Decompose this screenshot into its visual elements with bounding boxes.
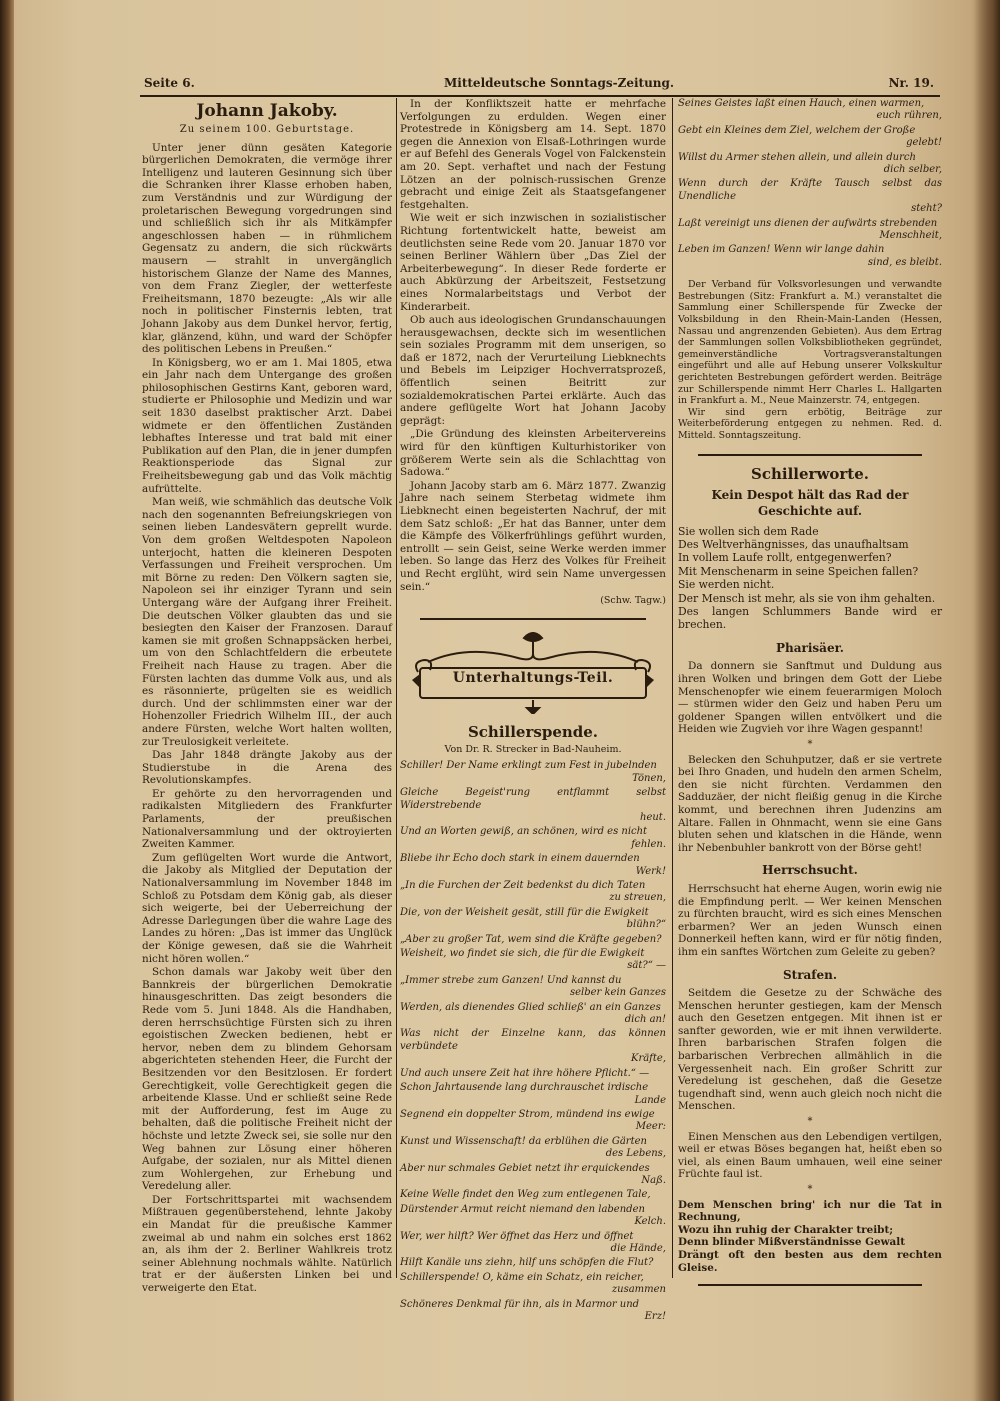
newspaper-title: Mitteldeutsche Sonntags-Zeitung. bbox=[444, 76, 675, 90]
poem-line: gelebt! bbox=[906, 137, 942, 149]
paragraph: Ob auch aus ideologischen Grundanschauungen herausgewachsen, deckte sich im wesentlichen sein soziales Programm mit dem unserigen, so daß er 1872, nach der Verurteilung Liebknechts und Bebels im Leipziger Hochverratsprozeß, öffentlich seinen Beitritt zur sozialdemokratischen Partei erklärte. Auch das andere geflügelte Wort hat Johann Jacoby geprägt: bbox=[400, 314, 666, 427]
poem-line: Kelch. bbox=[634, 1216, 666, 1228]
verse-line: Des langen Schlummers Bande wird er brechen. bbox=[678, 605, 942, 632]
column-1 bbox=[142, 98, 392, 1296]
verse-line: Drängt oft den besten aus dem rechten Gleise. bbox=[678, 1248, 942, 1274]
poem-line: fehlen. bbox=[631, 838, 666, 850]
poem-line: Erz! bbox=[644, 1311, 666, 1322]
notice-paragraph: Wir sind gern erbötig, Beiträge zur Weiterbeförderung entgegen zu nehmen. Red. d. Mitteld. Sonntagszeitung. bbox=[678, 406, 942, 441]
article-subtitle: Zu seinem 100. Geburtstage. bbox=[179, 124, 355, 135]
poem-line: Wer, wer hilft? Wer öffnet das Herz und öffnet bbox=[400, 1230, 634, 1242]
verse-line: Denn blinder Mißverständnisse Gewalt bbox=[678, 1236, 906, 1249]
poem-line: Schöneres Denkmal für ihn, als in Marmor und bbox=[400, 1298, 640, 1310]
poem-line: Willst du Armer stehen allein, und allein durch bbox=[678, 151, 916, 163]
paragraph: Schon damals war Jakoby weit über den Bannkreis der bürgerlichen Demokratie hinausgeschritten. Das zeigt besonders die Rede vom 5. Juni 1848. Als die Handhaben, deren herrschsüchtige Fürsten sich zu ihren egoistischen Zwecken bedienen, hebt er hervor, neben dem zu blindem Gehorsam abgerichteten stehenden Heer, die Furcht der Besitzenden vor den Besitzlosen. Er fordert Gerechtigkeit, volle Gerechtigkeit gegen die arbeitende Klasse. Und er schließt seine Rede mit der Aufforderung, fest im Auge zu behalten, daß die politische Freiheit nicht der höchste und letzte Zweck sei, sie solle nur den Weg bahnen zur Lösung einer höheren Aufgabe, der sozialen, nur als Mittel dienen zum Wohlergehen, zur Erhebung und Veredelung aller. bbox=[142, 966, 392, 1193]
article-title: Johann Jakoby. bbox=[196, 101, 338, 121]
poem-line: Werden, als dienendes Glied schließ' an ein Ganzes bbox=[400, 1001, 661, 1013]
section-title: Schillerworte. bbox=[751, 464, 869, 483]
poem-line: sät?“ — bbox=[627, 960, 666, 972]
poem-line: Leben im Ganzen! Wenn wir lange dahin bbox=[678, 244, 885, 256]
column-2 bbox=[400, 98, 666, 1325]
paragraph: Einen Menschen aus den Lebendigen vertilgen, weil er etwas Böses begangen hat, heißt eben so viel, als einen Baum umhauen, weil eine seiner Früchte faul ist. bbox=[678, 1130, 942, 1181]
book-spine bbox=[0, 0, 14, 1401]
poem-byline: Von Dr. R. Strecker in Bad-Nauheim. bbox=[444, 743, 622, 755]
paragraph: Belecken den Schuhputzer, daß er sie vertrete bei Ihro Gnaden, und hudeln den armen Schelm, den sie nicht fürchten. Verdammen den Sadduzäer, der nicht fleißig genug in die Kirche kommt, und berechnen ihren Judenzins am Altare. Fallen in Ohnmacht, wenn sie eine Gans bluten sehen und klatschen in die Hände, wenn ihr Nebenbuhler bankrott von der Börse geht! bbox=[678, 753, 942, 854]
paragraph: Da donnern sie Sanftmut und Duldung aus ihren Wolken und bringen dem Gott der Liebe Menschenopfer wie einem feuerarmigen Moloch — stürmen wider den Geiz und haben Peru um goldener Spangen willen entvölkert und die Heiden wie Zugvieh vor ihre Wagen gespannt! bbox=[678, 660, 942, 736]
paragraph: In der Konfliktszeit hatte er mehrfache Verfolgungen zu erdulden. Wegen einer Protestrede in Königsberg am 14. Sept. 1870 gegen die Annexion von Elsaß-Lothringen wurde er auf Befehl des Generals Vogel von Falckenstein am 20. Sept. verhaftet und nach der Festung Lötzen an der polnisch-russischen Grenze gebracht und einige Zeit als Staatsgefangener festgehalten. bbox=[400, 98, 666, 211]
page-number: Seite 6. bbox=[144, 76, 195, 90]
poem-body-continued bbox=[678, 98, 942, 269]
poem-line: euch rühren, bbox=[876, 110, 942, 122]
paragraph: Johann Jacoby starb am 6. März 1877. Zwanzig Jahre nach seinem Sterbetag widmete ihm Liebknecht einen begeisterten Nachruf, der mit dem Satz schloß: „Er hat das Banner, unter dem die Kämpfe des Völkerfrühlings geführt wurden, entrollt — sein Geist, seine Werke werden immer leben. So lange das Herz des Volkes für Freiheit und Recht erglüht, wird sein Name unvergessen sein.“ bbox=[400, 479, 666, 593]
section-divider bbox=[420, 618, 646, 620]
paragraph: Unter jener dünn gesäten Kategorie bürgerlichen Demokraten, die vermöge ihrer Intelligenz und lauteren Gesinnung sich über die Schranken ihrer Klasse erhoben haben, zum Verständnis und zur Würdigung der proletarischen Bewegung vorgedrungen sind und schließlich sich ihr als Mitkämpfer angeschlossen haben — in rühmlichem Gegensatz zu andern, die sich rückwärts mausern — strahlt in unvergänglich historischem Glanze der Name des Mannes, von dem Franz Ziegler, der wetterfeste Freiheitsmann, 1870 bezeugte: „Als wir alle noch in politischer Finsternis lebten, trat Johann Jakoby aus dem Dunkel hervor, fertig, klar, glänzend, kühn, und ward der Schöpfer des politischen Lebens in Preußen.“ bbox=[142, 141, 392, 356]
verse-line: Wozu ihn ruhig der Charakter treibt; bbox=[678, 1223, 894, 1236]
poem-line: steht? bbox=[911, 203, 942, 215]
poem-line: „In die Furchen der Zeit bedenkst du dich Taten bbox=[400, 880, 646, 891]
poem-line: Meer: bbox=[635, 1121, 666, 1133]
verse-line: Dem Menschen bring' ich nur die Tat in Rechnung, bbox=[678, 1198, 942, 1224]
poem-line: zu streuen, bbox=[609, 892, 666, 904]
separator-star: * bbox=[807, 739, 813, 750]
poem-line: sind, es bleibt. bbox=[867, 256, 942, 268]
poem-line: Hilft Kanäle uns ziehn, hilf uns schöpfen die Flut? bbox=[400, 1257, 654, 1269]
poem-line: die Hände, bbox=[610, 1242, 666, 1254]
poem-line: dich an! bbox=[624, 1014, 666, 1026]
paragraph: Man weiß, wie schmählich das deutsche Volk nach den sogenannten Befreiungskriegen von seinen lieben Landesvätern geprellt wurde. Von dem großen Weltdespoten Napoleon unterjocht, hatten die kleineren Despoten Verfassungen und Freiheit versprochen. Um mit Börne zu reden: Den Völkern sagten sie, Napoleon sei ihr einziger Tyrann und sein Untergang wäre der Aufgang ihrer Freiheit. Die deutschen Völker glaubten das und sie besiegten den Kaiser der Franzosen. Darauf kamen sie mit großen Schnappsäcken herbei, um von den Schlachtfeldern die erbeutete Freiheit nach Hause zu tragen. Aber die Fürsten lachten das dumme Volk aus, und als es räsonnierte, prügelten sie es weidlich durch. Und der schlimmsten einer war der Hohenzoller Friedrich Wilhelm III., der auch andere Fürsten, welche Wort halten wollten, zur Treulosigkeit verleitete. bbox=[142, 496, 392, 748]
verse-line: Sie wollen sich dem Rade bbox=[678, 524, 819, 538]
poem-line: Lande bbox=[634, 1094, 666, 1106]
poem-line: Naß. bbox=[641, 1174, 666, 1186]
paragraph: Seitdem die Gesetze zu der Schwäche des Menschen herunter gestiegen, kam der Mensch auch den Gesetzen entgegen. Mit ihnen ist er sanfter geworden, wie er mit ihnen verwilderte. Ihren barbarischen Strafen folgen die barbarischen Verbrechen allmählich in die Vergessenheit nach. Ein großer Schritt zur Veredelung ist geschehen, daß die Gesetze tugendhaft sind, wenn auch gleich noch nicht die Menschen. bbox=[678, 987, 942, 1113]
paragraph: Herrschsucht hat eherne Augen, worin ewig nie die Empfindung perlt. — Wer keinen Menschen zu fürchten braucht, wird es sich eines Menschen erbarmen? Wer an jeden Wunsch einen Donnerkeil heften kann, wird er für nötig finden, ihm ein sanftes Wörtchen zum Geleite zu geben? bbox=[678, 882, 942, 958]
poem-line: Die, von der Weisheit gesät, still für die Ewigkeit bbox=[400, 906, 649, 918]
separator-star: * bbox=[807, 1184, 813, 1195]
poem-line: Was nicht der Einzelne kann, das können verbündete bbox=[400, 1028, 666, 1052]
poem-line: Laßt vereinigt uns dienen der aufwärts strebenden bbox=[678, 217, 938, 229]
poem-line: Kunst und Wissenschaft! da erblühen die Gärten bbox=[400, 1135, 647, 1147]
poem-line: Schiller! Der Name erklingt zum Fest in jubelnden bbox=[400, 760, 657, 772]
page-header bbox=[144, 76, 934, 96]
column-rule bbox=[396, 98, 397, 1278]
separator-star: * bbox=[807, 1116, 813, 1128]
poem-line: Keine Welle findet den Weg zum entlegenen Tale, bbox=[400, 1189, 651, 1201]
paragraph: Zum geflügelten Wort wurde die Antwort, die Jakoby als Mitglied der Deputation der Nationalversammlung im November 1848 im Schloß zu Potsdam dem König gab, als dieser sich weigerte, bei der Ueberreichung der Adresse Darlegungen über die wahre Lage des Landes zu hören: „Das ist immer das Unglück der Könige gewesen, daß sie die Wahrheit nicht hören wollen.“ bbox=[142, 851, 392, 965]
column-3 bbox=[678, 98, 942, 1294]
poem-line: des Lebens, bbox=[605, 1148, 666, 1160]
poem-line: zusammen bbox=[611, 1284, 666, 1296]
article-source: (Schw. Tagw.) bbox=[600, 595, 666, 607]
verse-line: Sie werden nicht. bbox=[678, 578, 775, 592]
poem-line: Weisheit, wo findet sie sich, die für die Ewigkeit bbox=[400, 948, 645, 960]
paragraph: Der Fortschrittspartei mit wachsendem Mißtrauen gegenüberstehend, lehnte Jakoby ein Mandat für die preußische Kammer zweimal ab und nahm ein solches erst 1862 an, als ihm der 2. Berliner Wahlkreis trotz seiner Ablehnung nochmals wählte. Natürlich trat er der äußersten Linken bei und verweigerte den Etat. bbox=[142, 1193, 392, 1295]
verse-line: Der Mensch ist mehr, als sie von ihm gehalten. bbox=[678, 591, 936, 605]
section-divider bbox=[698, 454, 922, 456]
poem-line: Schillerspende! O, käme ein Schatz, ein reicher, bbox=[400, 1271, 644, 1283]
poem-title: Schillerspende. bbox=[467, 722, 599, 741]
poem-line: Kräfte, bbox=[630, 1053, 666, 1065]
section-banner bbox=[408, 628, 658, 714]
poem-line: selber kein Ganzes bbox=[569, 987, 666, 999]
poem-line: Schon Jahrtausende lang durchrauschet irdische bbox=[400, 1082, 649, 1094]
verse-line: In vollem Laufe rollt, entgegenwerfen? bbox=[678, 551, 892, 565]
subheading: Strafen. bbox=[782, 967, 837, 982]
paragraph: In Königsberg, wo er am 1. Mai 1805, etwa ein Jahr nach dem Untergange des großen philosophischen Gestirns Kant, geboren ward, studierte er Philosophie und Medizin und war seit 1830 daselbst praktischer Arzt. Dabei widmete er den öffentlichen Zuständen lebhaftes Interesse und trat bald mit einer Publikation auf den Plan, die in jener dumpfen Reaktionsperiode das Signal zur Freiheitsbewegung gab und das Volk mächtig aufrüttelte. bbox=[142, 356, 392, 495]
poem-line: „Aber zu großer Tat, wem sind die Kräfte gegeben? bbox=[400, 933, 662, 945]
poem-line: Werk! bbox=[635, 865, 666, 877]
poem-line: Dürstender Armut reicht niemand den labenden bbox=[400, 1203, 645, 1215]
issue-number: Nr. 19. bbox=[888, 76, 934, 90]
banner-title: Unterhaltungs-Teil. bbox=[452, 669, 614, 686]
paragraph: Er gehörte zu den hervorragenden und radikalsten Mitgliedern des Frankfurter Parlaments, der preußischen Nationalversammlung und der oktroyierten Zweiten Kammer. bbox=[142, 787, 392, 851]
poem-line: Aber nur schmales Gebiet netzt ihr erquickendes bbox=[400, 1162, 650, 1174]
poem-line: blühn?“ bbox=[626, 919, 666, 931]
poem-line: heut. bbox=[640, 811, 666, 823]
poem-line: dich selber, bbox=[883, 164, 942, 176]
subheading: Pharisäer. bbox=[776, 640, 844, 655]
subheading: Herrschsucht. bbox=[762, 863, 858, 878]
verse-line: Des Weltverhängnisses, das unaufhaltsam bbox=[678, 538, 909, 551]
column-rule bbox=[672, 98, 673, 1278]
page-edge-shadow bbox=[974, 0, 1000, 1401]
poem-line: „Immer strebe zum Ganzen! Und kannst du bbox=[400, 974, 622, 986]
poem-line: Gleiche Begeist'rung entflammt selbst Widerstrebende bbox=[400, 787, 666, 811]
poem-line: Gebt ein Kleines dem Ziel, welchem der Große bbox=[678, 124, 916, 136]
poem-body bbox=[400, 760, 666, 1323]
paragraph: Wie weit er sich inzwischen in sozialistischer Richtung fortentwickelt hatte, beweist am deutlichsten seine Rede vom 20. Januar 1870 vor seinen Berliner Wählern über „Das Ziel der Arbeiterbewegung“. In dieser Rede forderte er auch Abkürzung der Arbeitszeit, Festsetzung eines Normalarbeitstags und Verbot der Kinderarbeit. bbox=[400, 212, 666, 313]
verse-line: Mit Menschenarm in seine Speichen fallen? bbox=[678, 564, 919, 578]
subheading: Kein Despot hält das Rad der Geschichte auf. bbox=[711, 487, 909, 518]
poem-line: Wenn durch der Kräfte Tausch selbst das Unendliche bbox=[678, 178, 942, 202]
header-rule bbox=[140, 95, 940, 97]
poem-line: Segnend ein doppelter Strom, mündend ins ewige bbox=[400, 1108, 655, 1120]
section-divider bbox=[698, 1284, 922, 1286]
poem-line: Seines Geistes laßt einen Hauch, einen warmen, bbox=[678, 98, 925, 109]
poem-line: Bliebe ihr Echo doch stark in einem dauernden bbox=[400, 853, 640, 865]
poem-line: Und auch unsere Zeit hat ihre höhere Pflicht.“ — bbox=[400, 1067, 650, 1079]
paragraph: Das Jahr 1848 drängte Jakoby aus der Studierstube in die Arena des Revolutionskampfes. bbox=[142, 749, 392, 787]
poem-line: Menschheit, bbox=[879, 230, 942, 242]
poem-line: Und an Worten gewiß, an schönen, wird es nicht bbox=[400, 826, 648, 838]
notice-paragraph: Der Verband für Volksvorlesungen und verwandte Bestrebungen (Sitz: Frankfurt a. M.) veranstaltet die Sammlung einer Schillerspende für Zwecke der Volksbildung in den Rhein-Main-Landen (Hessen, Nassau und angrenzenden Gebieten). Aus dem Ertrag der Sammlungen sollen Volksbibliotheken gegründet, gemeinverständliche Vortragsveranstaltungen eingeführt und alle auf Hebung unserer Volkskultur gerichteten Bestrebungen gefördert werden. Beiträge zur Schillerspende nimmt Herr Charles L. Hallgarten in Frankfurt a. M., Neue Mainzerstr. 74, entgegen. bbox=[678, 279, 942, 407]
quote: „Die Gründung des kleinsten Arbeitervereins wird für den künftigen Kulturhistoriker von größerem Werte sein als die Schlachttag von Sadowa.“ bbox=[400, 428, 666, 479]
poem-line: Tönen, bbox=[632, 772, 666, 784]
